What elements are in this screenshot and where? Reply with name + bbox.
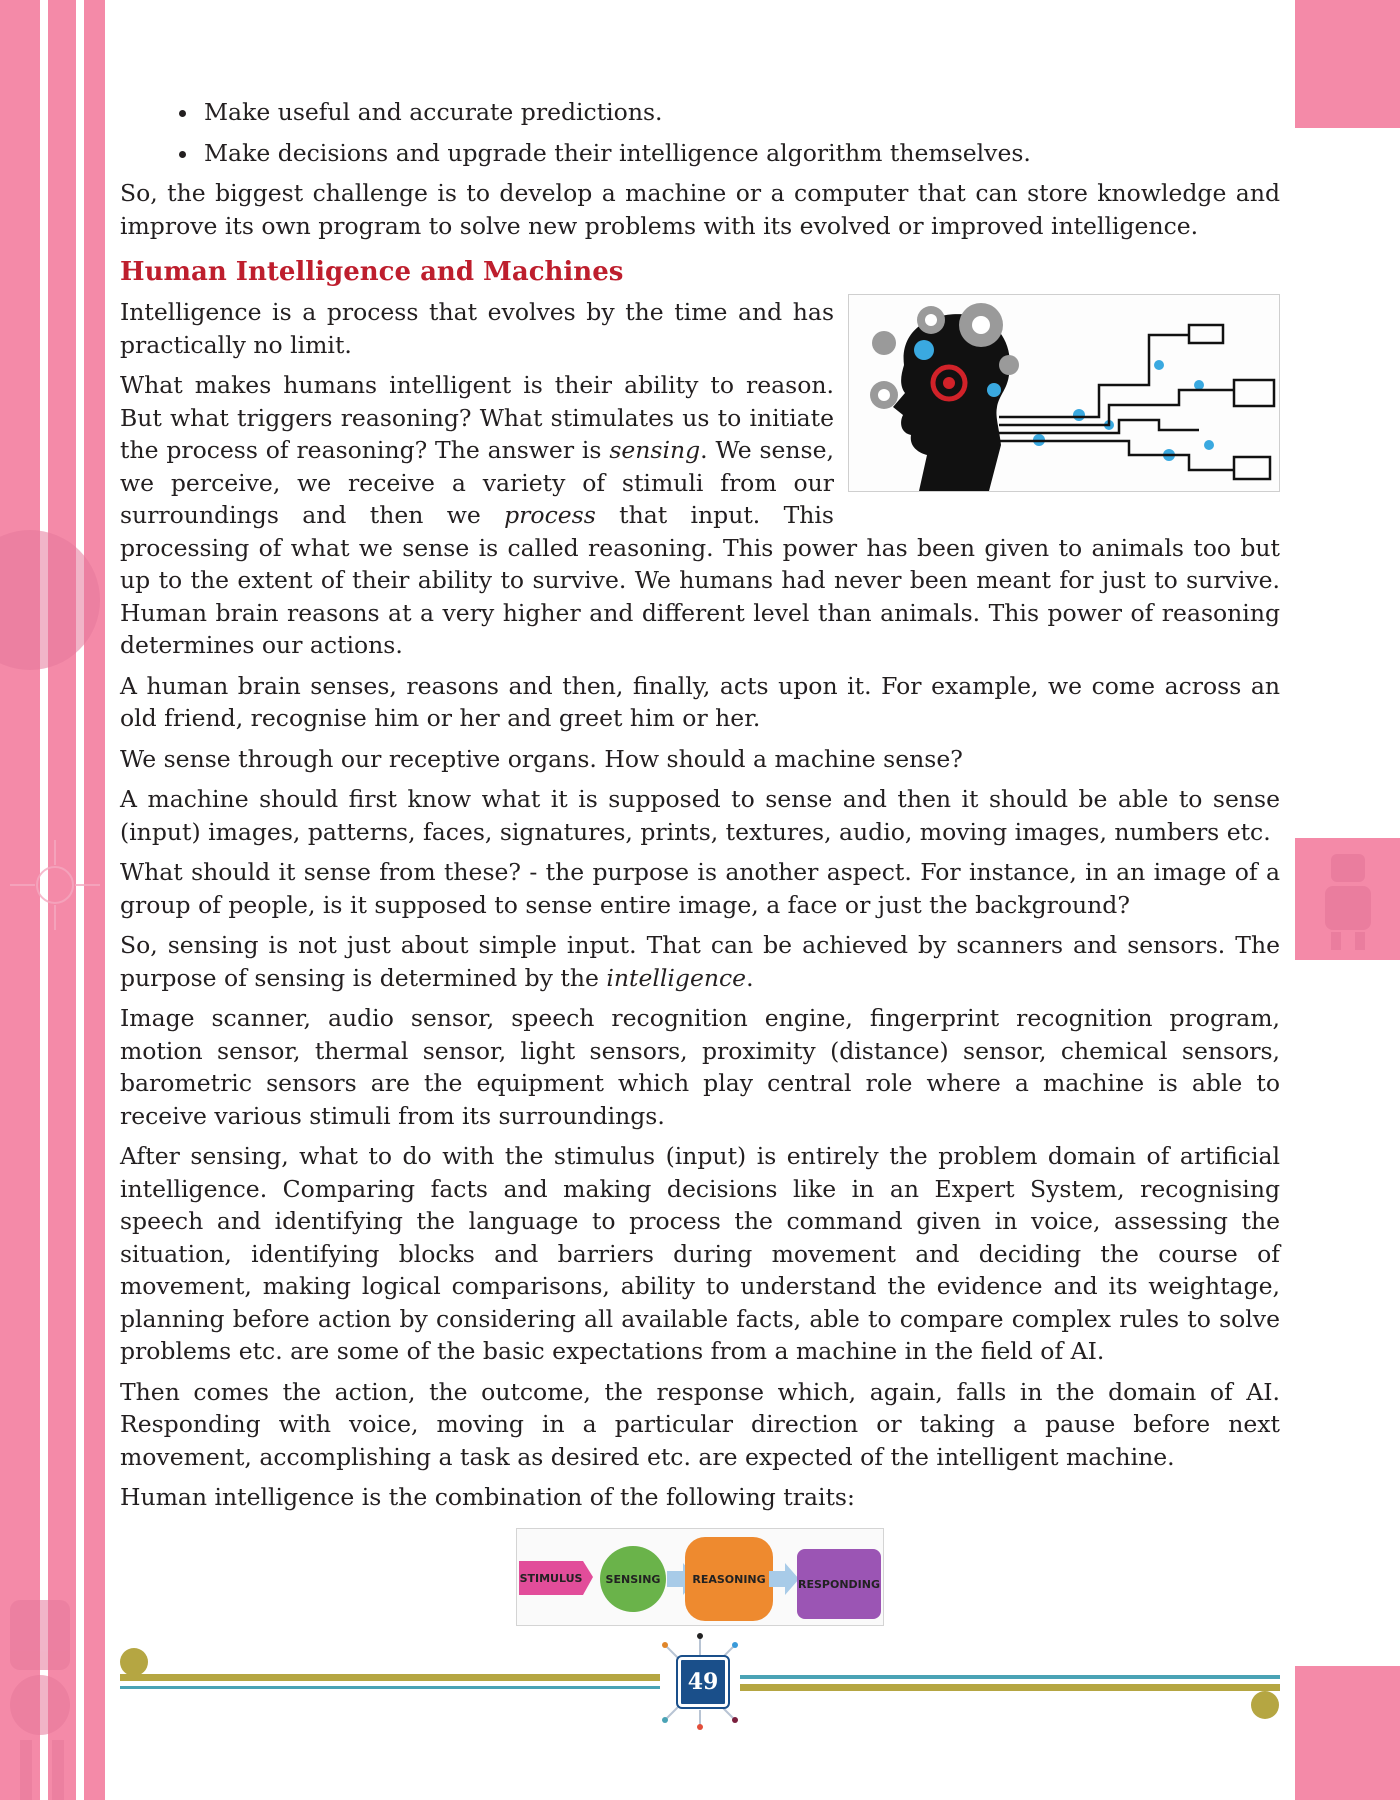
page-content [120,96,1280,1626]
flow-label-responding: RESPONDING [798,1577,880,1591]
emphasis-text: intelligence [606,963,747,992]
text-run: What makes humans intelligent is their ability to reason. But what triggers reasoning? What stimulates us to initiate the process of reasoning? The answer is [120,371,834,464]
text-run: . We sense, we perceive, we receive a variety of stimuli from our surroundings and then we [120,436,834,529]
flow-diagram [517,1529,883,1625]
paragraph: We sense through our receptive organs. How should a machine sense? [120,744,963,773]
flow-diagram-frame [516,1528,884,1626]
robot-icon [1295,838,1400,960]
arrow-icon [769,1563,799,1595]
brain-network-illustration [848,294,1280,492]
bullet-list [120,96,1280,169]
list-item: • Make decisions and upgrade their intelligence algorithm themselves. [200,137,1280,170]
emphasis-text: process [504,501,596,529]
flow-label-sensing: SENSING [605,1572,661,1586]
right-tab-bottom [1295,1666,1400,1800]
intro-paragraph: So, the biggest challenge is to develop a machine or a computer that can store knowledge and improve its own program to solve new problems with its evolved or improved intelligence. [120,179,1280,240]
section-heading: Human Intelligence and Machines [120,257,624,287]
list-item: • Make useful and accurate predictions. [200,96,1280,129]
emphasis-text: sensing [609,436,701,464]
brain-gears-icon [849,295,1279,491]
right-tab-middle [1295,838,1400,960]
paragraph [120,929,1280,994]
paragraph: A machine should first know what it is supposed to sense and then it should be able to sense (input) images, patterns, faces, signatures, prints, textures, audio, moving images, numbers etc. [120,785,1280,846]
page-footer [120,1620,1280,1740]
paragraph: Then comes the action, the outcome, the response which, again, falls in the domain of AI. Responding with voice, moving in a particular direction or taking a pause before next movement, accomplishing a task as desired etc. are expected of the intelligent machine. [120,1377,1280,1471]
paragraph: Human intelligence is the combination of the following traits: [120,1483,855,1511]
paragraph: What should it sense from these? - the purpose is another aspect. For instance, in an image of a group of people, is it supposed to sense entire image, a face or just the background? [120,858,1280,919]
page-number: 49 [678,1657,728,1707]
flow-label-reasoning: REASONING [692,1572,766,1586]
flow-label-stimulus: STIMULUS [519,1571,583,1585]
margin-decoration-icon [0,0,105,1800]
text-run: . [746,963,754,992]
paragraph: A human brain senses, reasons and then, finally, acts upon it. For example, we come across an old friend, recognise him or her and greet him or her. [120,671,1280,732]
paragraph: Intelligence is a process that evolves by the time and has practically no limit. [120,298,834,359]
paragraph: After sensing, what to do with the stimulus (input) is entirely the problem domain of artificial intelligence. Comparing facts and making decisions like in an Expert System, recognising speech and identifying the language to process the command given in voice, assessing the situation, identifying blocks and barriers during movement and deciding the course of movement, making logical comparisons, ability to understand the evidence and its weightage, planning before action by considering all available facts, able to compare complex rules to solve problems etc. are some of the basic expectations from a machine in the field of AI. [120,1142,1280,1365]
paragraph: Image scanner, audio sensor, speech recognition engine, fingerprint recognition program, motion sensor, thermal sensor, light sensors, proximity (distance) sensor, chemical sensors, barometric sensors are the equipment which play central role where a machine is able to receive various stimuli from its surroundings. [120,1004,1280,1130]
right-tab-top [1295,0,1400,128]
text-run: that input. This processing of what we sense is called reasoning. This power has been given to animals too but up to the extent of their ability to survive. We humans had never been meant for just to survive. Human brain reasons at a very higher and different level than animals. This power of reasoning determines our actions. [120,501,1280,659]
text-run: So, sensing is not just about simple input. That can be achieved by scanners and sensors. The purpose of sensing is determined by the [120,931,1280,992]
traits-flow-diagram [120,1528,1280,1626]
